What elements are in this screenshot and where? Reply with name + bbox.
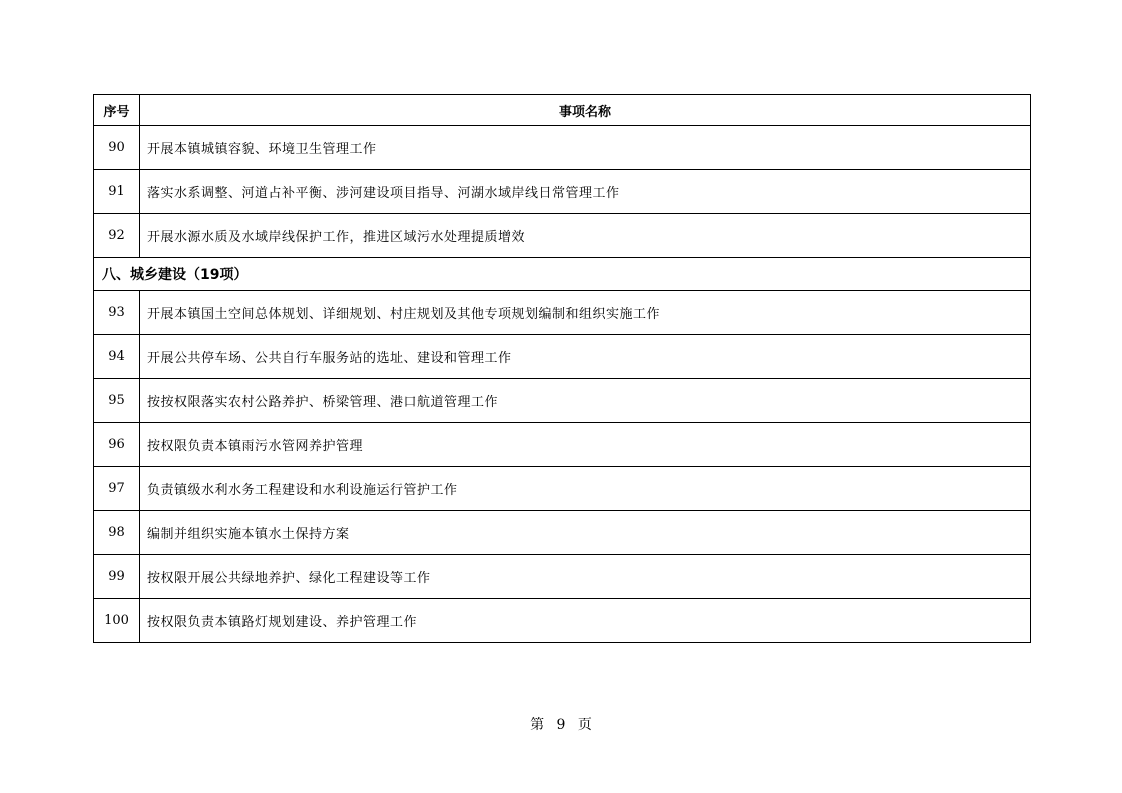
row-item-name: 开展水源水质及水域岸线保护工作，推进区域污水处理提质增效: [140, 214, 1031, 258]
items-table: [93, 94, 1031, 643]
page-label-suffix: 页: [577, 717, 592, 733]
header-serial-number: 序号: [94, 95, 140, 126]
page-number: 9: [556, 717, 566, 733]
header-item-name: 事项名称: [140, 95, 1031, 126]
table-row: [94, 214, 1031, 258]
row-item-name: 开展公共停车场、公共自行车服务站的选址、建设和管理工作: [140, 335, 1031, 379]
table-row: [94, 599, 1031, 643]
row-item-name: 按权限负责本镇雨污水管网养护管理: [140, 423, 1031, 467]
row-item-name: 按权限负责本镇路灯规划建设、养护管理工作: [140, 599, 1031, 643]
page-footer: [0, 714, 1122, 734]
row-number: 95: [94, 379, 140, 423]
table-row: [94, 467, 1031, 511]
row-number: 100: [94, 599, 140, 643]
table-row: [94, 291, 1031, 335]
row-item-name: 落实水系调整、河道占补平衡、涉河建设项目指导、河湖水域岸线日常管理工作: [140, 170, 1031, 214]
row-number: 90: [94, 126, 140, 170]
table-row: [94, 555, 1031, 599]
section-title: 八、城乡建设（19项）: [94, 258, 1031, 291]
table-row: [94, 126, 1031, 170]
page-label-prefix: 第: [530, 717, 545, 733]
row-item-name: 开展本镇国土空间总体规划、详细规划、村庄规划及其他专项规划编制和组织实施工作: [140, 291, 1031, 335]
row-number: 91: [94, 170, 140, 214]
table-row: [94, 170, 1031, 214]
table-row: [94, 335, 1031, 379]
row-item-name: 编制并组织实施本镇水土保持方案: [140, 511, 1031, 555]
row-number: 94: [94, 335, 140, 379]
row-number: 92: [94, 214, 140, 258]
table-row: [94, 423, 1031, 467]
row-number: 93: [94, 291, 140, 335]
row-item-name: 负责镇级水利水务工程建设和水利设施运行管护工作: [140, 467, 1031, 511]
row-item-name: 按按权限落实农村公路养护、桥梁管理、港口航道管理工作: [140, 379, 1031, 423]
table-row: [94, 379, 1031, 423]
row-number: 99: [94, 555, 140, 599]
row-item-name: 开展本镇城镇容貌、环境卫生管理工作: [140, 126, 1031, 170]
row-number: 98: [94, 511, 140, 555]
row-number: 96: [94, 423, 140, 467]
table-row: [94, 511, 1031, 555]
table-header-row: [94, 95, 1031, 126]
row-number: 97: [94, 467, 140, 511]
row-item-name: 按权限开展公共绿地养护、绿化工程建设等工作: [140, 555, 1031, 599]
section-header-row: [94, 258, 1031, 291]
